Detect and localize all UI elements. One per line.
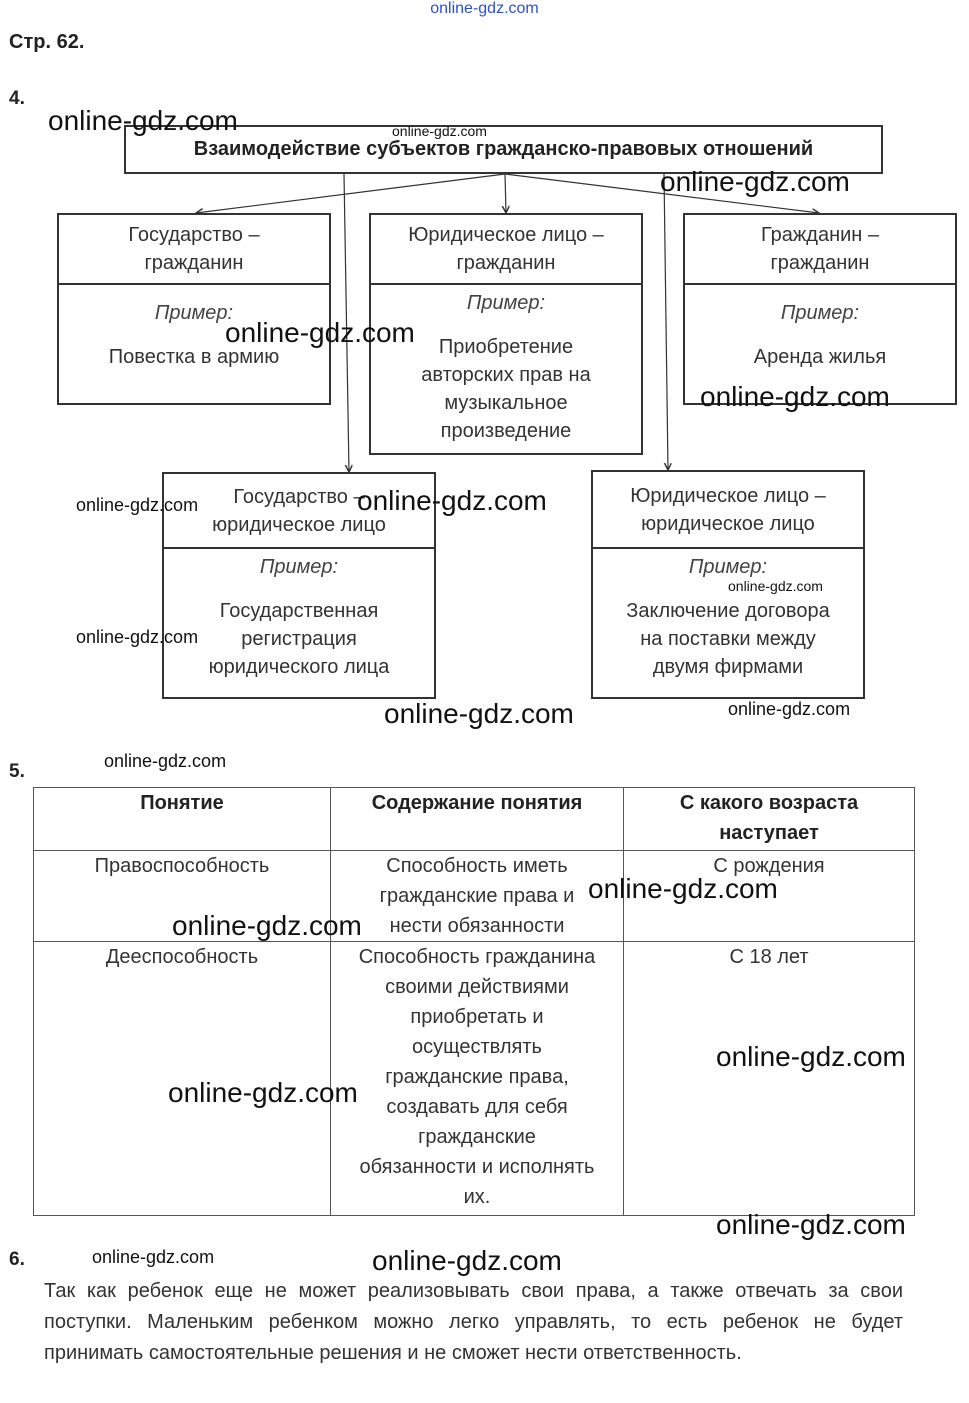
watermark: online-gdz.com: [48, 105, 238, 136]
table-cell: С рождения: [624, 851, 915, 942]
example-label: Пример:: [259, 556, 339, 578]
header-concept: Понятие: [34, 788, 331, 851]
diagram-title: Взаимодействие субъектов гражданско-правовых отношений: [124, 125, 883, 174]
box-head: [59, 215, 329, 285]
box-body: [164, 549, 434, 681]
concepts-table: [33, 787, 915, 1216]
watermark: online-gdz.com: [700, 381, 890, 412]
table-row: [34, 942, 915, 1216]
box-head-text: Государство – юридическое лицо: [212, 485, 386, 536]
box-body: [685, 285, 955, 371]
watermark: online-gdz.com: [372, 1245, 562, 1276]
example-label: Пример:: [154, 302, 234, 324]
arrow-to-state-citizen: [196, 174, 505, 213]
box-head-text: Юридическое лицо – юридическое лицо: [630, 484, 826, 535]
box-head-text: Государство – гражданин: [128, 224, 260, 274]
arrow-to-legal-citizen: [505, 174, 506, 213]
header-content: Содержание понятия: [331, 788, 624, 851]
task-4-number: 4.: [9, 88, 25, 109]
task-6-answer: Так как ребенок еще не может реализовывать свои права, а также отвечать за свои поступки. Маленьким ребенком можно легко управлять, то есть ребенок не будет принимать самостоятельные решения и не сможет нести ответственность.: [44, 1280, 903, 1364]
box-head-text: Гражданин – гражданин: [760, 224, 880, 274]
watermark: online-gdz.com: [728, 699, 851, 719]
watermark: online-gdz.com: [172, 910, 362, 941]
table-cell: С 18 лет: [624, 942, 915, 1216]
table-cell: Дееспособность: [34, 942, 331, 1216]
watermark: online-gdz.com: [392, 123, 487, 139]
example-label: Пример:: [688, 556, 768, 578]
watermark: online-gdz.com: [92, 1247, 215, 1267]
example-label: Пример:: [780, 302, 860, 324]
watermark: online-gdz.com: [588, 873, 778, 904]
table-cell: Способность иметь гражданские права и нести обязанности: [331, 851, 624, 942]
watermark: online-gdz.com: [104, 751, 227, 771]
box-body: [593, 549, 863, 681]
box-body: [371, 285, 641, 445]
box-state-citizen: [57, 213, 331, 405]
watermark: online-gdz.com: [716, 1041, 906, 1072]
watermark-top: online-gdz.com: [430, 0, 539, 17]
watermark: online-gdz.com: [225, 317, 415, 348]
watermark: online-gdz.com: [728, 578, 823, 594]
example-text: Заключение договора на поставки между двумя фирмами: [626, 600, 830, 678]
arrow-to-legal-legal: [664, 174, 668, 470]
watermark: online-gdz.com: [716, 1209, 906, 1240]
table-cell: Способность гражданина своими действиями приобретать и осуществлять гражданские права, создавать для себя гражданские обязанности и исполнять их.: [331, 942, 624, 1216]
header-age: С какого возраста наступает: [624, 788, 915, 851]
task-6-number: 6.: [9, 1249, 25, 1270]
box-head: [371, 215, 641, 285]
box-head-text: Юридическое лицо – гражданин: [408, 224, 604, 274]
box-citizen-citizen: [683, 213, 957, 405]
example-label: Пример:: [466, 292, 546, 314]
example-text: Государственная регистрация юридического лица: [208, 600, 390, 678]
page-label: Стр. 62.: [9, 31, 85, 53]
watermark: online-gdz.com: [384, 698, 574, 729]
box-head: [685, 215, 955, 285]
table-cell: Правоспособность: [34, 851, 331, 942]
watermark: online-gdz.com: [168, 1077, 358, 1108]
example-text: Приобретение авторских прав на музыкальное произведение: [421, 336, 591, 442]
watermark: online-gdz.com: [660, 166, 850, 197]
example-text: Повестка в армию: [108, 346, 280, 368]
example-text: Аренда жилья: [753, 346, 887, 368]
task-5-number: 5.: [9, 761, 25, 782]
table-header-row: [34, 788, 915, 851]
watermark: online-gdz.com: [76, 627, 199, 647]
watermark: online-gdz.com: [76, 495, 199, 515]
table-row: [34, 851, 915, 942]
watermark: online-gdz.com: [357, 485, 547, 516]
box-head: [593, 472, 863, 549]
